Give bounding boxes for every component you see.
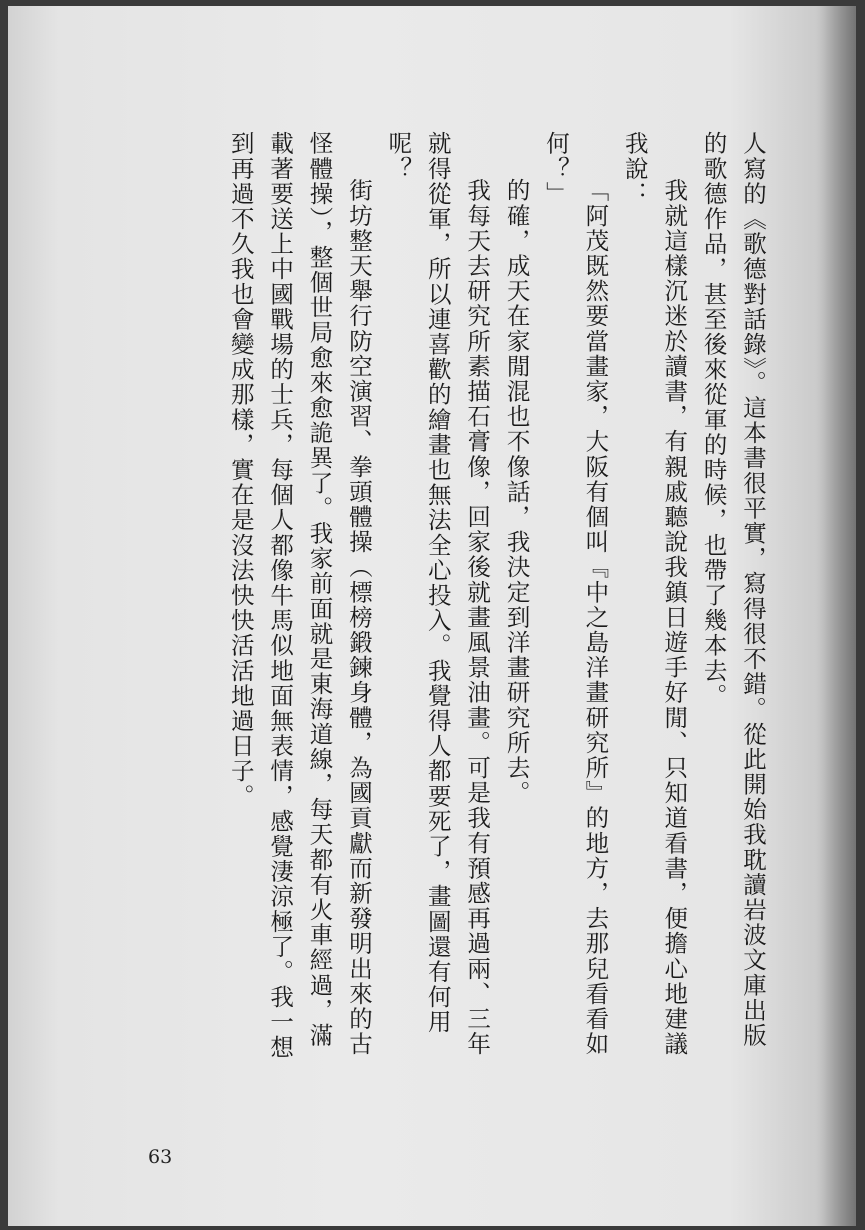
text-line: 我就這樣沉迷於讀書，有親戚聽說我鎮日遊手好閒、只知道看書，便擔心地建議	[660, 178, 689, 1057]
text-line: 街坊整天舉行防空演習、拳頭體操（標榜鍛鍊身體，為國貢獻而新發明出來的古	[344, 178, 373, 1057]
text-line: 呢？	[384, 131, 413, 182]
text-line: 「阿茂既然要當畫家，大阪有個叫『中之島洋畫研究所』的地方，去那兒看看如	[581, 178, 610, 1057]
text-line: 我每天去研究所素描石膏像，回家後就畫風景油畫。可是我有預感再過兩、三年	[463, 178, 492, 1057]
text-line: 我說：	[620, 131, 649, 207]
text-line: 的確，成天在家閒混也不像話，我決定到洋畫研究所去。	[502, 178, 531, 806]
page-number: 63	[148, 1146, 173, 1168]
body-text	[220, 131, 772, 1076]
text-line: 人寫的《歌德對話錄》。這本書很平實，寫得很不錯。從此開始我耽讀岩波文庫出版	[739, 131, 767, 1048]
text-line: 到再過不久我也會變成那樣，實在是沒法快快活活地過日子。	[226, 131, 255, 809]
text-line: 的歌德作品，甚至後來從軍的時候，也帶了幾本去。	[699, 131, 728, 709]
text-line: 怪體操），整個世局愈來愈詭異了。我家前面就是東海道線，每天都有火車經過，滿	[305, 131, 334, 1048]
text-line: 就得從軍，所以連喜歡的繪畫也無法全心投入。我覺得人都要死了，畫圖還有何用	[423, 131, 452, 1035]
text-line: 載著要送上中國戰場的士兵，每個人都像牛馬似地面無表情，感覺淒涼極了。我一想	[266, 131, 295, 1060]
text-line: 何？」	[541, 131, 570, 207]
page-gutter-shadow	[816, 6, 856, 1226]
book-page	[8, 6, 856, 1226]
